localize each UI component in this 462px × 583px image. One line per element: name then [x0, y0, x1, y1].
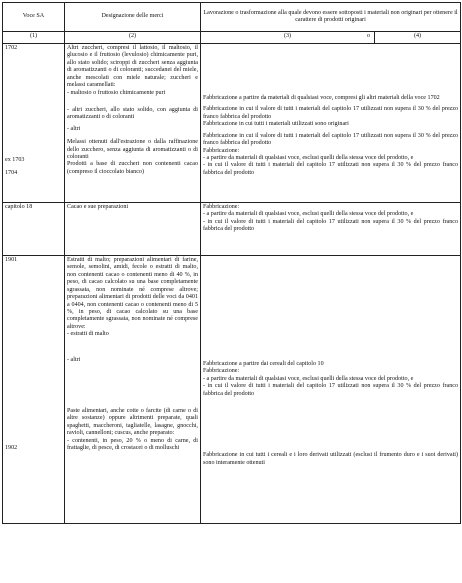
desc-1901-a: - estratti di malto	[67, 331, 109, 338]
desc-1702-c: - altri	[67, 125, 81, 132]
header-voce: Voce SA	[3, 3, 65, 32]
rule-1902-a: Fabbricazione in cui tutti i cereali e i loro derivati utilizzati (esclusi il frumento duro e i suoi derivati) sono interamente ottenuti	[203, 452, 459, 466]
rule-1704-b: - in cui il valore di tutti i materiali del capitolo 17 utilizzati non supera il 30 % del prezzo franco fabbrica del prodotto	[203, 162, 459, 176]
desc-ex1703: Melassi ottenuti dall'estrazione o dalla raffinazione dello zucchero, senza aggiunta di aromatizzanti o di coloranti	[67, 139, 198, 161]
table-row	[3, 203, 461, 256]
rule-ch18-intro: Fabbricazione:	[203, 204, 240, 210]
rule-1704-intro: Fabbricazione:	[203, 147, 240, 154]
code-1704: 1704	[5, 170, 18, 176]
rule-cell	[201, 256, 461, 524]
description-cell	[65, 256, 201, 524]
table-row	[3, 44, 461, 203]
code-ex1703: ex 1703	[5, 156, 25, 163]
colnum-or: o	[366, 33, 370, 39]
table-row	[3, 256, 461, 524]
code-1902: 1902	[5, 444, 18, 451]
rule-ch18-a: - a partire da materiali di qualsiasi voce, esclusi quelli della stessa voce del prodotto, e	[203, 211, 414, 218]
column-number-row	[3, 32, 461, 44]
colnum-3: (3)	[283, 33, 292, 39]
code-chapter18: capitolo 18	[3, 203, 65, 256]
desc-1901: Estratti di malto; preparazioni alimentari di farine, semole, semolini, amidi, fecole o estratti di malto, non contenenti cacao o contenenti meno di 40 %, in peso, di cacao calcolato su una base completamente sgrassata, non nominate né comprese altrove; preparazioni alimentari di prodotti delle voci da 0401 a 0404, non contenenti cacao o contenenti meno di 5 %, in peso, di cacao calcolato su una base completamente sgrassata, non nominate né comprese altrove:	[67, 257, 198, 330]
colnum-2: (2)	[65, 32, 201, 44]
code-1702: 1702	[5, 45, 18, 51]
rule-1901-b1: - a partire da materiali di qualsiasi voce, esclusi quelli della stessa voce del prodotto, e	[203, 375, 414, 382]
rule-1704-a: - a partire da materiali di qualsiasi voce, esclusi quelli della stessa voce del prodotto, e	[203, 154, 414, 161]
header-designazione: Designazione delle merci	[65, 3, 201, 32]
desc-1702-a: - maltosio o fruttosio chimicamente puri	[67, 89, 166, 96]
rule-ch18-b: - in cui il valore di tutti i materiali del capitolo 17 utilizzati non supera il 30 % del prezzo franco fabbrica del prodotto	[203, 218, 459, 233]
desc-1902-a: - contenenti, in peso, 20 % o meno di carne, di frattaglie, di pesce, di crostacei o di molluschi	[67, 437, 198, 452]
desc-1902: Paste alimentari, anche cotte o farcite (di carne o di altre sostanze) oppure altrimenti preparate, quali spaghetti, maccheroni, tagliatelle, lasagne, gnocchi, ravioli, cannelloni; cuscus, anche preparato:	[67, 408, 198, 437]
rule-1702-c: Fabbricazione in cui tutti i materiali utilizzati sono originari	[203, 121, 349, 128]
colnum-3-cell	[201, 32, 375, 44]
rule-1901-b-intro: Fabbricazione:	[203, 368, 240, 375]
colnum-1: (1)	[3, 32, 65, 44]
rule-cell	[201, 44, 461, 203]
rule-1901-a: Fabbricazione a partire dai cereali del capitolo 10	[203, 361, 324, 367]
desc-1704: Prodotti a base di zuccheri non contenenti cacao (compreso il cioccolato bianco)	[67, 161, 198, 175]
rule-ex1703: Fabbricazione in cui il valore di tutti i materiali del capitolo 17 utilizzati non supera il 30 % del prezzo franco fabbrica del prodotto	[203, 132, 459, 147]
code-cell	[3, 256, 65, 524]
code-cell	[3, 44, 65, 203]
rule-chapter18-cell	[201, 203, 461, 256]
desc-1901-b: - altri	[67, 356, 81, 363]
header-row	[3, 3, 461, 32]
rule-1901-b2: - in cui il valore di tutti i materiali del capitolo 17 utilizzati non supera il 30 % del prezzo franco fabbrica del prodotto	[203, 383, 459, 397]
desc-1702: Altri zuccheri, compresi il lattosio, il maltosio, il glucosio e il fruttosio (levulosio) chimicamente puri, allo stato solido; sciroppi di zuccheri senza aggiunta di aromatizzanti o di coloranti; succedanei del miele, anche mescolati con miele naturale; zuccheri e melassi caramellati:	[67, 45, 198, 89]
code-1901: 1901	[5, 257, 18, 263]
desc-1702-b: - altri zuccheri, allo stato solido, con aggiunta di aromatizzanti o di coloranti	[67, 106, 198, 121]
rule-1702-b: Fabbricazione in cui il valore di tutti i materiali del capitolo 17 utilizzati non supera il 30 % del prezzo franco fabbrica del prodotto	[203, 106, 459, 120]
origin-rules-table	[2, 2, 461, 524]
rule-1702-a: Fabbricazione a partire da materiali di qualsiasi voce, compresi gli altri materiali della voce 1702	[203, 95, 440, 101]
desc-chapter18: Cacao e sue preparazioni	[65, 203, 201, 256]
colnum-4: (4)	[375, 32, 461, 44]
description-cell	[65, 44, 201, 203]
header-lavorazione: Lavorazione o trasformazione alla quale devono essere sottoposti i materiali non originari per ottenere il carattere di prodotti originari	[201, 3, 461, 32]
